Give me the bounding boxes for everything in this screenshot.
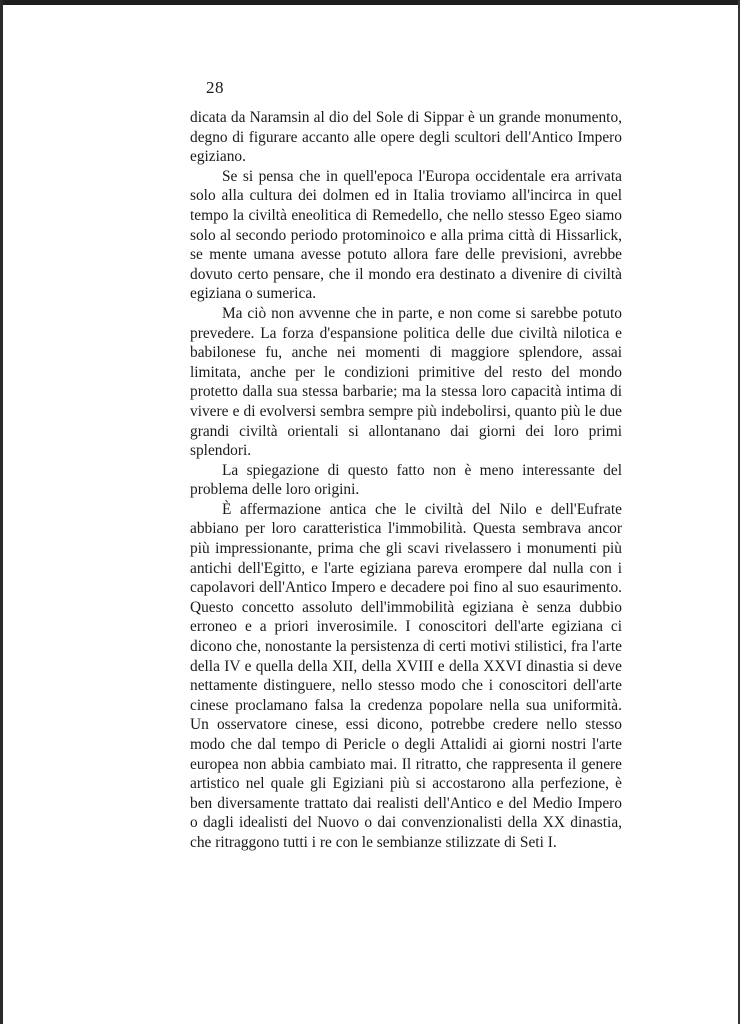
paragraph-5: È affermazione antica che le civiltà del Nilo e dell'Eufrate abbiano per loro caratteristica l'immobilità. Questa sembrava ancor più impressionante, prima che gli scavi rivelassero i monumenti più antichi dell'Egitto, e l'arte egiziana pareva erompere dal nulla con i capolavori dell'Antico Impero e decadere poi fino al suo esaurimento. Questo concetto assoluto dell'immobilità egiziana è senza dubbio erroneo e a priori inverosimile. I conoscitori dell'arte egiziana ci dicono che, nonostante la persistenza di certi motivi stilistici, fra l'arte della IV e quella della XII, della XVIII e della XXVI dinastia si deve nettamente distinguere, nello stesso modo che i conoscitori dell'arte cinese proclamano falsa la credenza popolare nella sua uniformità. Un osservatore cinese, essi dicono, potrebbe credere nello stesso modo che dal tempo di Pericle o degli Attalidi ai giorni nostri l'arte europea non abbia cambiato mai. Il ritratto, che rappresenta il genere artistico nel quale gli Egiziani più si accostarono alla perfezione, è ben diversamente trattato dai realisti dell'Antico e del Medio Impero o dagli idealisti del Nuovo o dai convenzionalisti della XX dinastia, che ritraggono tutti i re con le sembianze stilizzate di Seti I. <box>190 500 622 851</box>
page-number: 28 <box>206 78 224 97</box>
paragraph-3: Ma ciò non avvenne che in parte, e non come si sarebbe potuto prevedere. La forza d'espansione politica delle due civiltà nilotica e babilonese fu, anche nei momenti di maggiore splendore, assai limitata, anche per le condizioni primitive del resto del mondo protetto dalla sua stessa barbarie; ma la stessa loro capacità intima di vivere e di evolversi sembra sempre più indebolirsi, quanto più le due grandi civiltà orientali si allontanano dai giorni dei loro primi splendori. <box>190 304 622 460</box>
paragraph-4: La spiegazione di questo fatto non è meno interessante del problema delle loro origini. <box>190 461 622 499</box>
body-text <box>190 108 622 853</box>
top-border <box>0 0 740 5</box>
left-border <box>0 0 3 1024</box>
paragraph-2: Se si pensa che in quell'epoca l'Europa occidentale era arrivata solo alla cultura dei dolmen ed in Italia troviamo all'incirca in quel tempo la civiltà eneolitica di Remedello, che nello stesso Egeo siamo solo al secondo periodo protominoico e alla prima città di Hissarlick, se mente umana avesse potuto allora fare delle previsioni, avrebbe dovuto certo pensare, che il mondo era destinato a divenire di civiltà egiziana o sumerica. <box>190 167 622 303</box>
paragraph-1: dicata da Naramsin al dio del Sole di Sippar è un grande monumento, degno di figurare accanto alle opere degli scultori dell'Antico Impero egiziano. <box>190 109 622 166</box>
book-page <box>190 78 622 853</box>
